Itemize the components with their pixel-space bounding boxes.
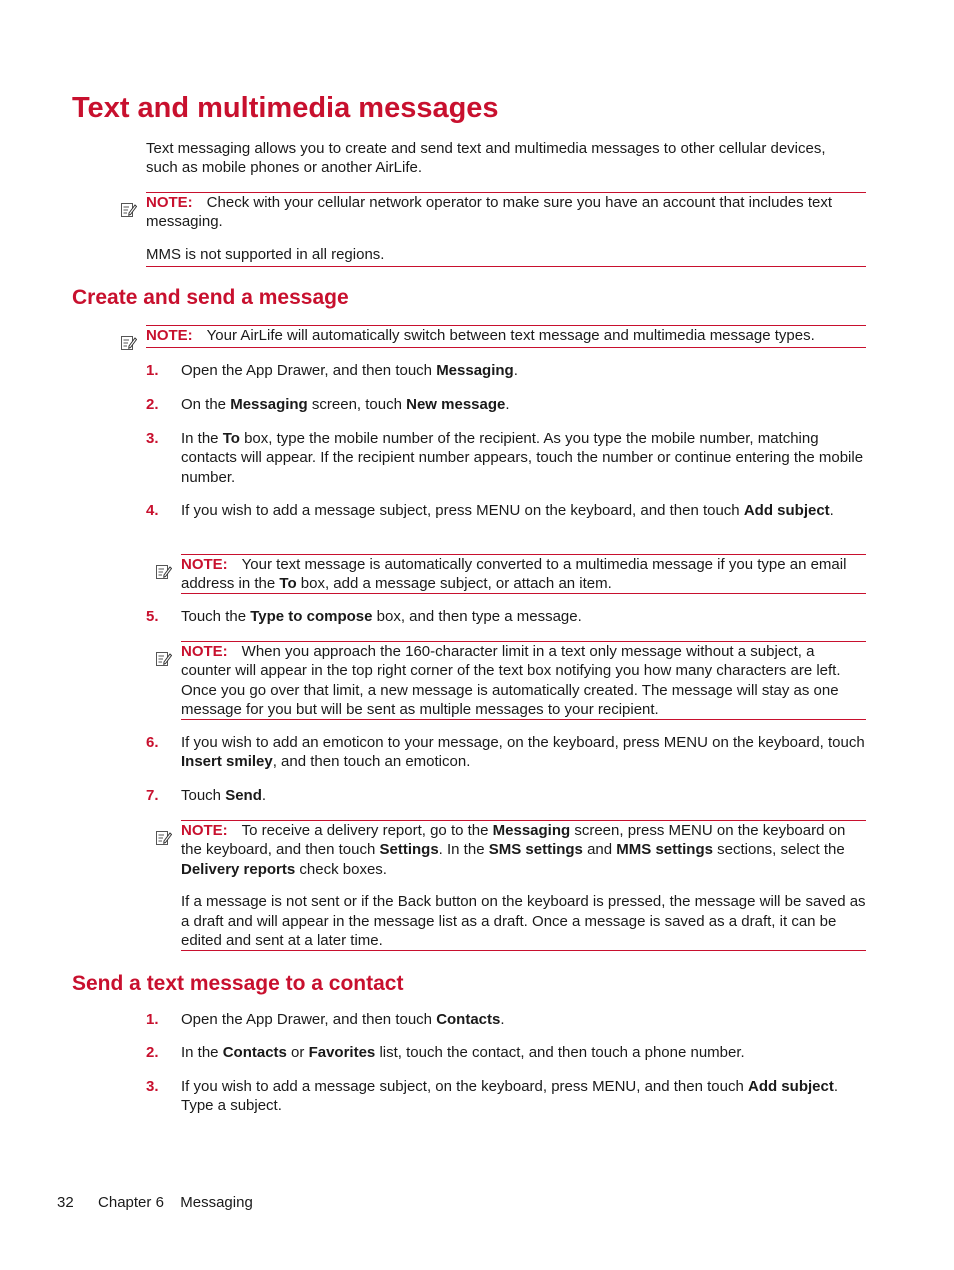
note-pencil-icon <box>120 201 137 218</box>
note-text: NOTE: To receive a delivery report, go to the Messaging screen, press MENU on the keyboard on the keyboard, and then touch Settings. In the SMS settings and MMS settings sections, select the Delivery reports check boxes. <box>181 822 846 878</box>
step-number: 1. <box>146 1011 159 1028</box>
note-text: NOTE: Your AirLife will automatically switch between text message and multimedia message types. <box>146 327 815 344</box>
note-pencil-icon <box>155 563 172 580</box>
page-number: 32 <box>57 1194 74 1211</box>
step-text: Touch Send. <box>181 787 267 804</box>
step-number: 6. <box>146 734 159 751</box>
intro-paragraph: Text messaging allows you to create and send text and multimedia messages to other cellular devices, such as mobile phones or another AirLife. <box>146 140 826 177</box>
step-number: 4. <box>146 502 159 519</box>
step-text: In the To box, type the mobile number of the recipient. As you type the mobile number, matching contacts will appear. If the recipient number appears, touch the number or continue entering the mobile number. <box>181 430 864 486</box>
step-number: 1. <box>146 362 159 379</box>
step-text: If you wish to add a message subject, on the keyboard, press MENU, and then touch Add subject. Type a subject. <box>181 1078 838 1115</box>
chapter-name: Messaging <box>180 1194 253 1211</box>
note-extra-text: MMS is not supported in all regions. <box>146 245 385 263</box>
step-number: 7. <box>146 787 159 804</box>
step-text: Open the App Drawer, and then touch Messaging. <box>181 362 518 379</box>
note-box <box>181 641 866 720</box>
step-text: In the Contacts or Favorites list, touch the contact, and then touch a phone number. <box>181 1044 745 1061</box>
step-text: If you wish to add a message subject, press MENU on the keyboard, and then touch Add subject. <box>181 502 834 519</box>
note-text: NOTE: When you approach the 160-character limit in a text only message without a subject, a counter will appear in the top right corner of the text box notifying you how many characters are left. Once you go over that limit, a new message is automatically created. The message will stay as one message for you but will be sent as multiple messages to your recipient. <box>181 643 841 719</box>
note-pencil-icon <box>120 334 137 351</box>
step-text: On the Messaging screen, touch New message. <box>181 396 510 413</box>
step-number: 2. <box>146 1044 159 1061</box>
section-heading-send-contact: Send a text message to a contact <box>72 972 404 995</box>
step-number: 3. <box>146 1078 159 1095</box>
note-extra-text: If a message is not sent or if the Back button on the keyboard is pressed, the message will be saved as a draft and will appear in the message list as a draft. Once a message is saved as a draft, it can be edited and sent at a later time. <box>181 893 866 950</box>
step-text: Touch the Type to compose box, and then type a message. <box>181 608 582 625</box>
step-number: 3. <box>146 430 159 447</box>
note-label: NOTE: <box>146 194 193 211</box>
note-box <box>146 192 866 267</box>
step-number: 5. <box>146 608 159 625</box>
section-heading-create: Create and send a message <box>72 286 349 309</box>
step-text: If you wish to add an emoticon to your message, on the keyboard, press MENU on the keyboard, touch Insert smiley, and then touch an emoticon. <box>181 734 865 771</box>
note-pencil-icon <box>155 829 172 846</box>
note-box <box>181 554 866 594</box>
step-text: Open the App Drawer, and then touch Contacts. <box>181 1011 505 1028</box>
chapter-label: Chapter 6 <box>98 1194 164 1211</box>
note-text: NOTE: Your text message is automatically converted to a multimedia message if you type an email address in the To box, add a message subject, or attach an item. <box>181 556 847 593</box>
note-text: NOTE: Check with your cellular network operator to make sure you have an account that includes text messaging. <box>146 194 832 231</box>
step-number: 2. <box>146 396 159 413</box>
note-box <box>181 820 866 951</box>
note-box <box>146 325 866 348</box>
page-footer <box>57 1193 253 1212</box>
note-pencil-icon <box>155 650 172 667</box>
page-title: Text and multimedia messages <box>72 92 499 124</box>
